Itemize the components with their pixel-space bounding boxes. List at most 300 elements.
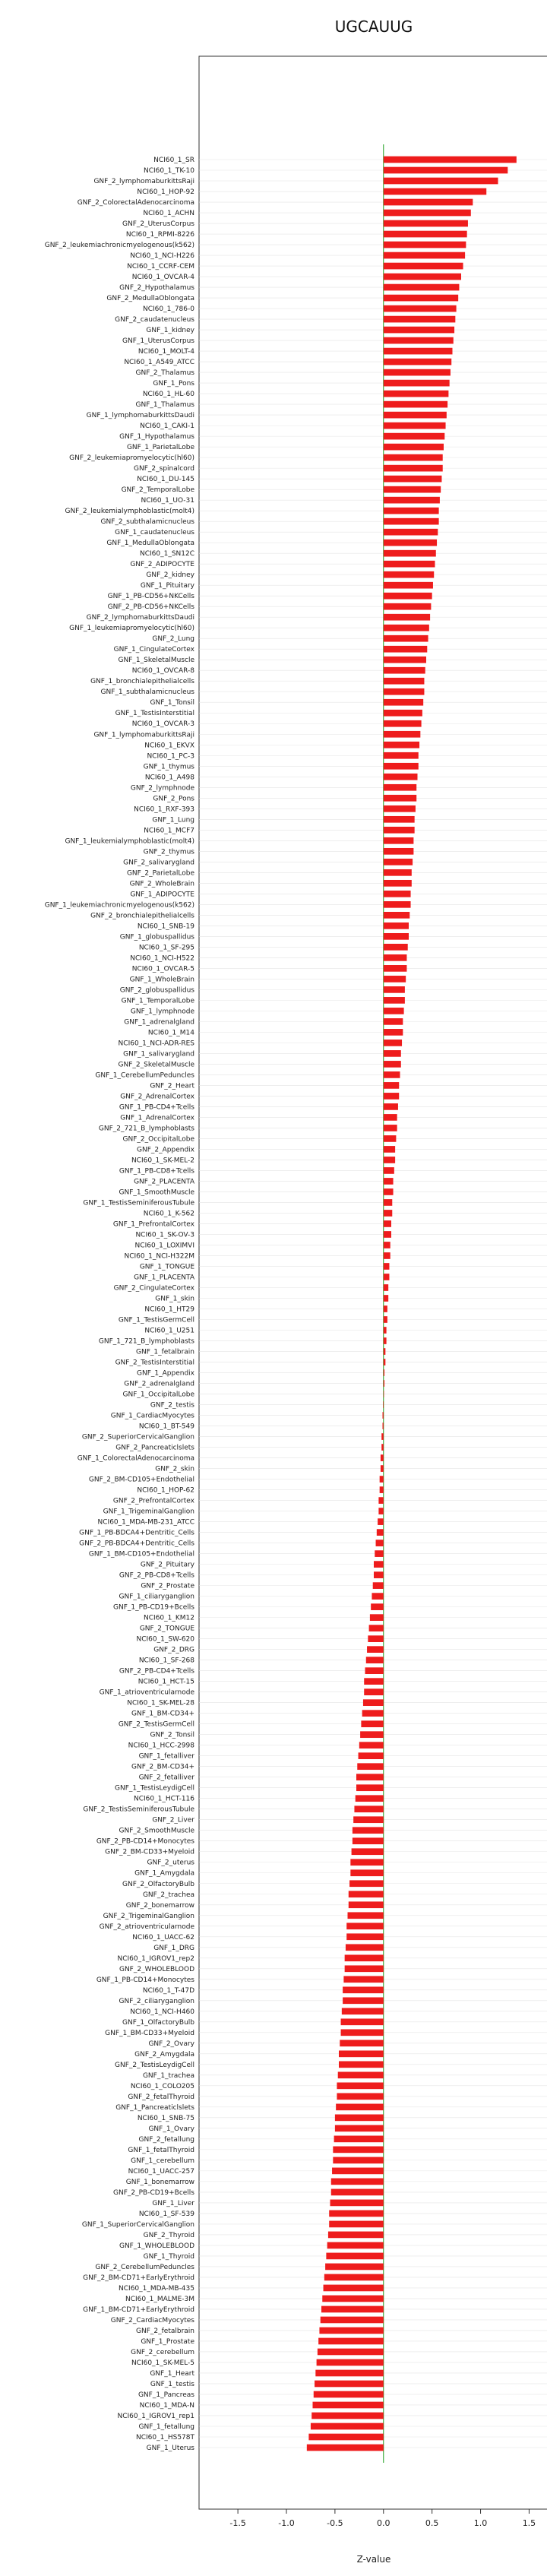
category-label: GNF_2_leukemiachronicmyelogenous(k562) bbox=[44, 242, 194, 250]
category-label: NCI60_1_RXF-393 bbox=[134, 805, 194, 814]
category-label: GNF_2_subthalamicnucleus bbox=[100, 518, 194, 527]
category-label: GNF_2_PB-CD14+Monocytes bbox=[96, 1837, 194, 1846]
bar bbox=[384, 1337, 387, 1344]
category-label: NCI60_1_SF-295 bbox=[138, 944, 194, 952]
category-label: GNF_1_TestisInterstitial bbox=[115, 710, 194, 718]
category-label: GNF_2_Pancreaticlslets bbox=[115, 1444, 194, 1452]
bar bbox=[334, 2136, 384, 2143]
bar bbox=[384, 444, 444, 451]
bar bbox=[384, 1252, 390, 1259]
category-label: GNF_2_Ovary bbox=[148, 2040, 194, 2048]
category-label: GNF_2_fetalbrain bbox=[136, 2327, 194, 2335]
category-label: GNF_2_fetalThyroid bbox=[128, 2093, 194, 2101]
category-label: NCI60_1_PC-3 bbox=[147, 752, 194, 761]
category-label: GNF_1_fetalbrain bbox=[136, 1348, 194, 1356]
bar bbox=[384, 805, 416, 812]
bar bbox=[353, 1827, 384, 1834]
bar bbox=[384, 1082, 399, 1089]
bar bbox=[384, 1157, 395, 1163]
bar bbox=[384, 422, 446, 429]
category-label: GNF_1_SkeletalMuscle bbox=[118, 657, 194, 665]
bar bbox=[384, 614, 430, 621]
category-label: GNF_1_globuspallidus bbox=[119, 933, 194, 941]
category-label: NCI60_1_SN12C bbox=[139, 550, 194, 559]
bar bbox=[364, 1678, 384, 1685]
category-label: GNF_1_leukemiapromyelocytic(hl60) bbox=[69, 625, 194, 633]
bar bbox=[311, 2413, 384, 2419]
category-label: GNF_1_PB-BDCA4+Dentritic_Cells bbox=[79, 1529, 194, 1537]
category-label: GNF_1_caudatenucleus bbox=[115, 529, 194, 537]
bar bbox=[332, 2168, 384, 2175]
category-label: GNF_2_WholeBrain bbox=[129, 880, 194, 888]
category-label: GNF_2_PB-CD56+NKCells bbox=[107, 603, 194, 612]
bar bbox=[378, 1508, 383, 1514]
bar bbox=[384, 1029, 403, 1036]
bar bbox=[384, 667, 425, 674]
bar bbox=[384, 944, 408, 951]
bar bbox=[307, 2445, 384, 2451]
category-label: GNF_1_SmoothMuscle bbox=[119, 1188, 194, 1197]
bar bbox=[384, 369, 451, 376]
category-label: NCI60_1_ACHN bbox=[143, 210, 194, 218]
category-label: NCI60_1_MCF7 bbox=[144, 827, 194, 835]
bar bbox=[384, 327, 454, 334]
category-label: GNF_2_PB-CD19+Bcells bbox=[112, 2188, 194, 2197]
bar bbox=[329, 2221, 384, 2228]
bar bbox=[384, 454, 443, 461]
bar bbox=[384, 710, 422, 717]
category-label: GNF_2_bronchialepithelialcells bbox=[90, 912, 194, 920]
category-label: GNF_2_lymphnode bbox=[130, 784, 194, 793]
category-label: GNF_1_CardiacMyocytes bbox=[110, 1412, 194, 1420]
bar bbox=[384, 529, 438, 536]
category-label: GNF_1_Pancreas bbox=[138, 2391, 194, 2399]
bar bbox=[384, 1316, 387, 1323]
bar bbox=[380, 1486, 384, 1493]
category-label: GNF_2_ADIPOCYTE bbox=[130, 561, 194, 569]
bar bbox=[345, 1954, 384, 1961]
bar bbox=[384, 274, 461, 280]
category-label: NCI60_1_SF-539 bbox=[138, 2210, 194, 2218]
category-label: GNF_1_BM-CD105+Endothelial bbox=[88, 1550, 194, 1559]
category-label: GNF_1_Amygdala bbox=[134, 1869, 194, 1878]
category-label: GNF_2_721_B_lymphoblasts bbox=[98, 1125, 194, 1133]
bar bbox=[384, 869, 412, 876]
bar bbox=[384, 976, 406, 983]
category-label: GNF_2_SkeletalMuscle bbox=[118, 1061, 194, 1069]
bar bbox=[384, 476, 442, 483]
bar bbox=[384, 742, 419, 748]
bar bbox=[384, 657, 426, 663]
category-label: GNF_1_Thalamus bbox=[135, 401, 194, 410]
category-label: GNF_1_TrigeminalGanglion bbox=[103, 1508, 194, 1516]
bar bbox=[356, 1774, 384, 1780]
category-label: GNF_1_Pons bbox=[153, 380, 194, 388]
x-tick-label: 0.5 bbox=[425, 2518, 439, 2528]
bar bbox=[384, 540, 437, 546]
category-label: GNF_2_cerebellum bbox=[131, 2348, 194, 2356]
x-tick-label: -1.0 bbox=[278, 2518, 295, 2528]
category-label: GNF_2_WHOLEBLOOD bbox=[119, 1965, 194, 1973]
bar bbox=[384, 1061, 401, 1068]
bar bbox=[384, 699, 423, 706]
category-label: NCI60_1_TK-10 bbox=[143, 167, 194, 176]
category-label: GNF_2_SuperiorCervicalGanglion bbox=[81, 1433, 194, 1441]
category-label: GNF_2_leukemiapromyelocytic(hl60) bbox=[69, 454, 194, 463]
bar bbox=[384, 157, 517, 163]
bar bbox=[356, 1784, 384, 1791]
bar bbox=[384, 1050, 401, 1057]
category-label: GNF_2_Thyroid bbox=[143, 2231, 194, 2239]
bar bbox=[381, 1433, 384, 1440]
category-label: GNF_2_globuspallidus bbox=[119, 986, 194, 995]
bar bbox=[384, 891, 411, 897]
bar bbox=[384, 231, 467, 238]
category-label: GNF_2_BM-CD71+EarlyErythroid bbox=[83, 2274, 194, 2282]
bar bbox=[368, 1635, 383, 1642]
bar bbox=[319, 2328, 383, 2334]
bar bbox=[384, 550, 436, 557]
bar bbox=[322, 2296, 384, 2302]
category-label: GNF_1_PB-CD4+Tcells bbox=[119, 1103, 194, 1112]
bar bbox=[315, 2381, 384, 2388]
category-label: NCI60_1_SNB-75 bbox=[137, 2114, 194, 2122]
bar bbox=[345, 1965, 384, 1972]
category-label: GNF_1_Pancreaticlslets bbox=[115, 2103, 194, 2112]
category-label: NCI60_1_NCI-H522 bbox=[130, 954, 194, 963]
bar bbox=[377, 1529, 384, 1536]
bar bbox=[384, 486, 441, 493]
category-label: GNF_1_OlfactoryBulb bbox=[122, 2018, 194, 2027]
bar bbox=[359, 1752, 384, 1759]
category-label: GNF_2_PB-CD8+Tcells bbox=[119, 1571, 194, 1580]
category-label: NCI60_1_KM12 bbox=[144, 1614, 194, 1622]
bar bbox=[384, 880, 412, 887]
category-label: NCI60_1_SR bbox=[153, 157, 194, 164]
bar bbox=[376, 1540, 384, 1546]
bar bbox=[384, 837, 414, 844]
category-label: GNF_2_adrenalgland bbox=[124, 1380, 194, 1388]
bar bbox=[361, 1720, 383, 1727]
category-label: GNF_1_CingulateCortex bbox=[113, 646, 194, 654]
bar bbox=[384, 1114, 397, 1121]
category-label: NCI60_1_NCI-H322M bbox=[124, 1252, 194, 1261]
bar bbox=[378, 1497, 383, 1504]
bar bbox=[384, 412, 447, 419]
bar bbox=[384, 965, 407, 972]
category-label: GNF_2_DRG bbox=[153, 1646, 194, 1654]
category-label: GNF_2_TemporalLobe bbox=[121, 486, 194, 495]
bar bbox=[363, 1699, 384, 1706]
category-label: GNF_1_CerebellumPeduncles bbox=[95, 1071, 194, 1080]
bar bbox=[318, 2349, 384, 2356]
category-label: GNF_2_Tonsil bbox=[150, 1731, 194, 1739]
category-label: NCI60_1_HCT-15 bbox=[138, 1678, 194, 1686]
bar bbox=[375, 1550, 384, 1557]
bar bbox=[381, 1454, 384, 1461]
category-label: GNF_1_ADIPOCYTE bbox=[130, 891, 194, 899]
bar bbox=[346, 1923, 384, 1929]
bar bbox=[384, 1348, 386, 1355]
category-label: GNF_1_fetalThyroid bbox=[128, 2146, 194, 2154]
bar bbox=[384, 774, 418, 780]
bar bbox=[340, 2040, 384, 2046]
bar bbox=[381, 1465, 384, 1472]
bar bbox=[384, 582, 433, 589]
bar bbox=[384, 954, 407, 961]
category-label: NCI60_1_OVCAR-5 bbox=[131, 965, 194, 973]
bar bbox=[373, 1582, 384, 1589]
bar bbox=[381, 1444, 384, 1451]
bar bbox=[384, 1242, 390, 1248]
bar bbox=[384, 220, 468, 227]
category-label: GNF_1_721_B_lymphoblasts bbox=[98, 1337, 194, 1346]
bar bbox=[384, 178, 498, 185]
bar bbox=[384, 252, 465, 259]
bar bbox=[384, 359, 451, 366]
category-label: GNF_2_trachea bbox=[142, 1891, 194, 1899]
bar bbox=[356, 1795, 384, 1802]
category-label: NCI60_1_MALME-3M bbox=[125, 2295, 194, 2303]
category-label: NCI60_1_SK-MEL-5 bbox=[131, 2359, 194, 2367]
category-label: GNF_1_fetalliver bbox=[138, 1752, 194, 1761]
category-label: GNF_1_Pituitary bbox=[140, 582, 194, 590]
category-label: NCI60_1_SK-MEL-2 bbox=[131, 1157, 194, 1165]
bar bbox=[349, 1880, 384, 1887]
bar bbox=[384, 263, 463, 270]
category-label: NCI60_1_MDA-MB-435 bbox=[119, 2284, 194, 2293]
category-label: NCI60_1_OVCAR-3 bbox=[131, 720, 194, 729]
category-label: NCI60_1_SK-OV-3 bbox=[135, 1231, 194, 1239]
category-label: GNF_1_kidney bbox=[146, 327, 194, 335]
category-label: GNF_1_OccipitalLobe bbox=[122, 1391, 194, 1399]
category-label: NCI60_1_HT29 bbox=[144, 1305, 194, 1314]
bar bbox=[365, 1667, 384, 1674]
category-label: GNF_2_AdrenalCortex bbox=[120, 1093, 194, 1101]
category-label: GNF_1_ColorectalAdenocarcinoma bbox=[77, 1454, 194, 1463]
bar bbox=[374, 1561, 384, 1568]
category-label: GNF_1_TestisGermCell bbox=[118, 1316, 194, 1324]
bar bbox=[384, 305, 457, 312]
category-label: NCI60_1_MDA-MB-231_ATCC bbox=[97, 1518, 194, 1527]
bar bbox=[384, 1178, 394, 1185]
category-label: NCI60_1_NCI-ADR-RES bbox=[118, 1040, 194, 1048]
bar bbox=[384, 497, 440, 504]
category-label: GNF_1_Heart bbox=[150, 2369, 194, 2378]
category-label: NCI60_1_MDA-N bbox=[139, 2401, 194, 2410]
category-label: GNF_1_adrenalgland bbox=[124, 1018, 194, 1027]
category-label: GNF_2_caudatenucleus bbox=[115, 316, 194, 324]
bar bbox=[336, 2104, 384, 2111]
category-label: GNF_2_Prostate bbox=[141, 1582, 194, 1590]
category-label: GNF_1_Ovary bbox=[148, 2125, 194, 2133]
category-label: GNF_2_TONGUE bbox=[139, 1625, 194, 1633]
category-label: GNF_1_Prostate bbox=[141, 2337, 194, 2346]
bar bbox=[384, 901, 411, 908]
bar bbox=[311, 2423, 384, 2430]
bar bbox=[384, 731, 421, 738]
bar bbox=[384, 912, 410, 919]
bar bbox=[313, 2402, 384, 2409]
category-label: GNF_2_ParietalLobe bbox=[126, 869, 194, 878]
bar bbox=[384, 1199, 393, 1206]
category-label: GNF_2_thymus bbox=[143, 848, 194, 856]
bar bbox=[384, 997, 405, 1004]
category-label: GNF_1_Lung bbox=[152, 816, 194, 824]
bar bbox=[384, 593, 432, 600]
bar bbox=[314, 2391, 384, 2398]
category-label: GNF_2_BM-CD33+Myeloid bbox=[105, 1848, 194, 1856]
category-label: NCI60_1_COLO205 bbox=[130, 2082, 194, 2090]
category-label: GNF_1_subthalamicnucleus bbox=[100, 688, 194, 697]
bar bbox=[384, 678, 425, 685]
bar bbox=[353, 1816, 384, 1823]
bar bbox=[384, 380, 450, 387]
category-label: GNF_1_Uterus bbox=[146, 2445, 194, 2452]
bar bbox=[315, 2370, 383, 2377]
bar bbox=[384, 1284, 388, 1291]
category-label: NCI60_1_OVCAR-8 bbox=[131, 667, 194, 676]
bar bbox=[384, 433, 445, 440]
bar bbox=[341, 2029, 384, 2036]
category-label: GNF_2_PB-BDCA4+Dentritic_Cells bbox=[79, 1540, 194, 1548]
category-label: GNF_2_TestisSeminiferousTubule bbox=[83, 1805, 194, 1814]
category-label: NCI60_1_UACC-62 bbox=[132, 1933, 194, 1941]
category-label: GNF_2_CingulateCortex bbox=[113, 1284, 194, 1293]
category-label: GNF_2_MedullaOblongata bbox=[106, 295, 194, 303]
bar bbox=[360, 1731, 384, 1738]
category-label: GNF_2_UterusCorpus bbox=[122, 220, 194, 229]
category-label: NCI60_1_OVCAR-4 bbox=[131, 274, 194, 282]
bar bbox=[384, 603, 432, 610]
bar bbox=[341, 2018, 384, 2025]
category-label: GNF_2_CerebellumPeduncles bbox=[95, 2263, 194, 2271]
category-label: GNF_1_PB-CD8+Tcells bbox=[119, 1167, 194, 1176]
bar bbox=[317, 2359, 384, 2366]
category-label: GNF_1_leukemiachronicmyelogenous(k562) bbox=[44, 901, 194, 910]
bar bbox=[384, 1093, 399, 1100]
bar bbox=[370, 1614, 384, 1621]
category-label: GNF_2_BM-CD105+Endothelial bbox=[88, 1476, 194, 1484]
category-label: GNF_1_atrioventricularnode bbox=[99, 1688, 194, 1697]
category-labels bbox=[45, 157, 195, 2452]
category-label: GNF_1_MedullaOblongata bbox=[106, 540, 194, 548]
x-axis-ticks bbox=[229, 2509, 536, 2528]
bar bbox=[374, 1571, 384, 1578]
category-label: GNF_2_kidney bbox=[146, 571, 194, 580]
category-label: GNF_1_UterusCorpus bbox=[122, 337, 194, 346]
category-label: NCI60_1_UACC-257 bbox=[128, 2167, 194, 2176]
bar bbox=[330, 2200, 384, 2207]
category-label: GNF_2_Appendix bbox=[137, 1146, 194, 1154]
bar bbox=[384, 986, 405, 993]
category-label: NCI60_1_BT-549 bbox=[138, 1422, 194, 1431]
category-label: NCI60_1_MOLT-4 bbox=[138, 348, 194, 356]
bar bbox=[384, 295, 458, 302]
category-label: GNF_1_leukemialymphoblastic(molt4) bbox=[65, 837, 194, 846]
category-label: GNF_2_CardiacMyocytes bbox=[110, 2316, 194, 2324]
category-label: GNF_1_bronchialepithelialcells bbox=[90, 678, 194, 686]
bar bbox=[378, 1518, 384, 1525]
category-label: GNF_1_skin bbox=[155, 1295, 194, 1303]
bar bbox=[384, 561, 435, 568]
category-label: GNF_2_testis bbox=[150, 1401, 194, 1410]
category-label: NCI60_1_RPMI-8226 bbox=[125, 231, 194, 239]
bar bbox=[333, 2157, 383, 2164]
bar bbox=[346, 1933, 384, 1940]
bar bbox=[331, 2189, 384, 2196]
category-label: GNF_2_TestisInterstitial bbox=[115, 1359, 194, 1367]
bar bbox=[354, 1805, 383, 1812]
bar bbox=[384, 284, 460, 291]
category-label: GNF_1_Liver bbox=[152, 2199, 194, 2207]
bar bbox=[324, 2285, 384, 2292]
bar bbox=[384, 752, 419, 759]
bar bbox=[384, 348, 453, 355]
bar bbox=[321, 2306, 384, 2313]
category-label: NCI60_1_A549_ATCC bbox=[124, 359, 194, 367]
bar bbox=[384, 720, 422, 727]
bar bbox=[362, 1710, 384, 1717]
bar bbox=[384, 210, 471, 217]
bar bbox=[325, 2264, 384, 2271]
category-label: NCI60_1_U251 bbox=[144, 1327, 194, 1335]
bar bbox=[335, 2115, 384, 2122]
bar bbox=[339, 2050, 384, 2057]
category-label: GNF_1_DRG bbox=[153, 1944, 194, 1952]
bar bbox=[384, 859, 413, 866]
category-label: GNF_1_trachea bbox=[142, 2071, 194, 2080]
bar bbox=[326, 2253, 383, 2260]
category-label: GNF_2_Heart bbox=[150, 1082, 194, 1090]
category-label: GNF_2_PrefrontalCortex bbox=[112, 1497, 194, 1505]
bar bbox=[350, 1859, 383, 1866]
bar bbox=[384, 635, 428, 642]
bar bbox=[384, 337, 454, 344]
bar bbox=[328, 2232, 384, 2239]
bar bbox=[384, 795, 416, 802]
category-label: GNF_1_Hypothalamus bbox=[119, 433, 194, 441]
category-label: GNF_1_Appendix bbox=[137, 1369, 194, 1378]
category-label: GNF_2_skin bbox=[155, 1465, 194, 1473]
category-label: NCI60_1_EKVX bbox=[144, 742, 194, 750]
category-label: NCI60_1_HL-60 bbox=[142, 391, 194, 399]
category-label: GNF_2_TestisGermCell bbox=[118, 1720, 194, 1729]
category-label: NCI60_1_NCI-H460 bbox=[130, 2008, 194, 2016]
x-tick-label: -0.5 bbox=[327, 2518, 343, 2528]
category-label: NCI60_1_LOXIMVI bbox=[134, 1242, 194, 1250]
bar bbox=[384, 1018, 403, 1025]
bar bbox=[384, 1359, 386, 1366]
bar bbox=[346, 1944, 384, 1951]
bar bbox=[384, 1220, 391, 1227]
bar bbox=[384, 816, 415, 823]
category-label: NCI60_1_SNB-19 bbox=[137, 922, 194, 931]
category-label: GNF_2_Liver bbox=[152, 1816, 194, 1824]
category-label: GNF_2_bonemarrow bbox=[125, 1901, 194, 1910]
category-label: GNF_1_BM-CD33+Myeloid bbox=[105, 2029, 194, 2037]
x-tick-label: 1.5 bbox=[522, 2518, 536, 2528]
bar bbox=[329, 2210, 384, 2217]
bar bbox=[384, 242, 466, 248]
category-label: GNF_1_PB-CD14+Monocytes bbox=[96, 1976, 194, 1984]
category-label: GNF_2_Amygdala bbox=[134, 2050, 194, 2059]
category-label: GNF_1_salivarygland bbox=[123, 1050, 194, 1059]
category-label: GNF_2_OccipitalLobe bbox=[122, 1135, 194, 1144]
bar bbox=[343, 1997, 384, 2004]
bar bbox=[384, 316, 456, 323]
category-label: GNF_1_Thyroid bbox=[143, 2252, 194, 2261]
